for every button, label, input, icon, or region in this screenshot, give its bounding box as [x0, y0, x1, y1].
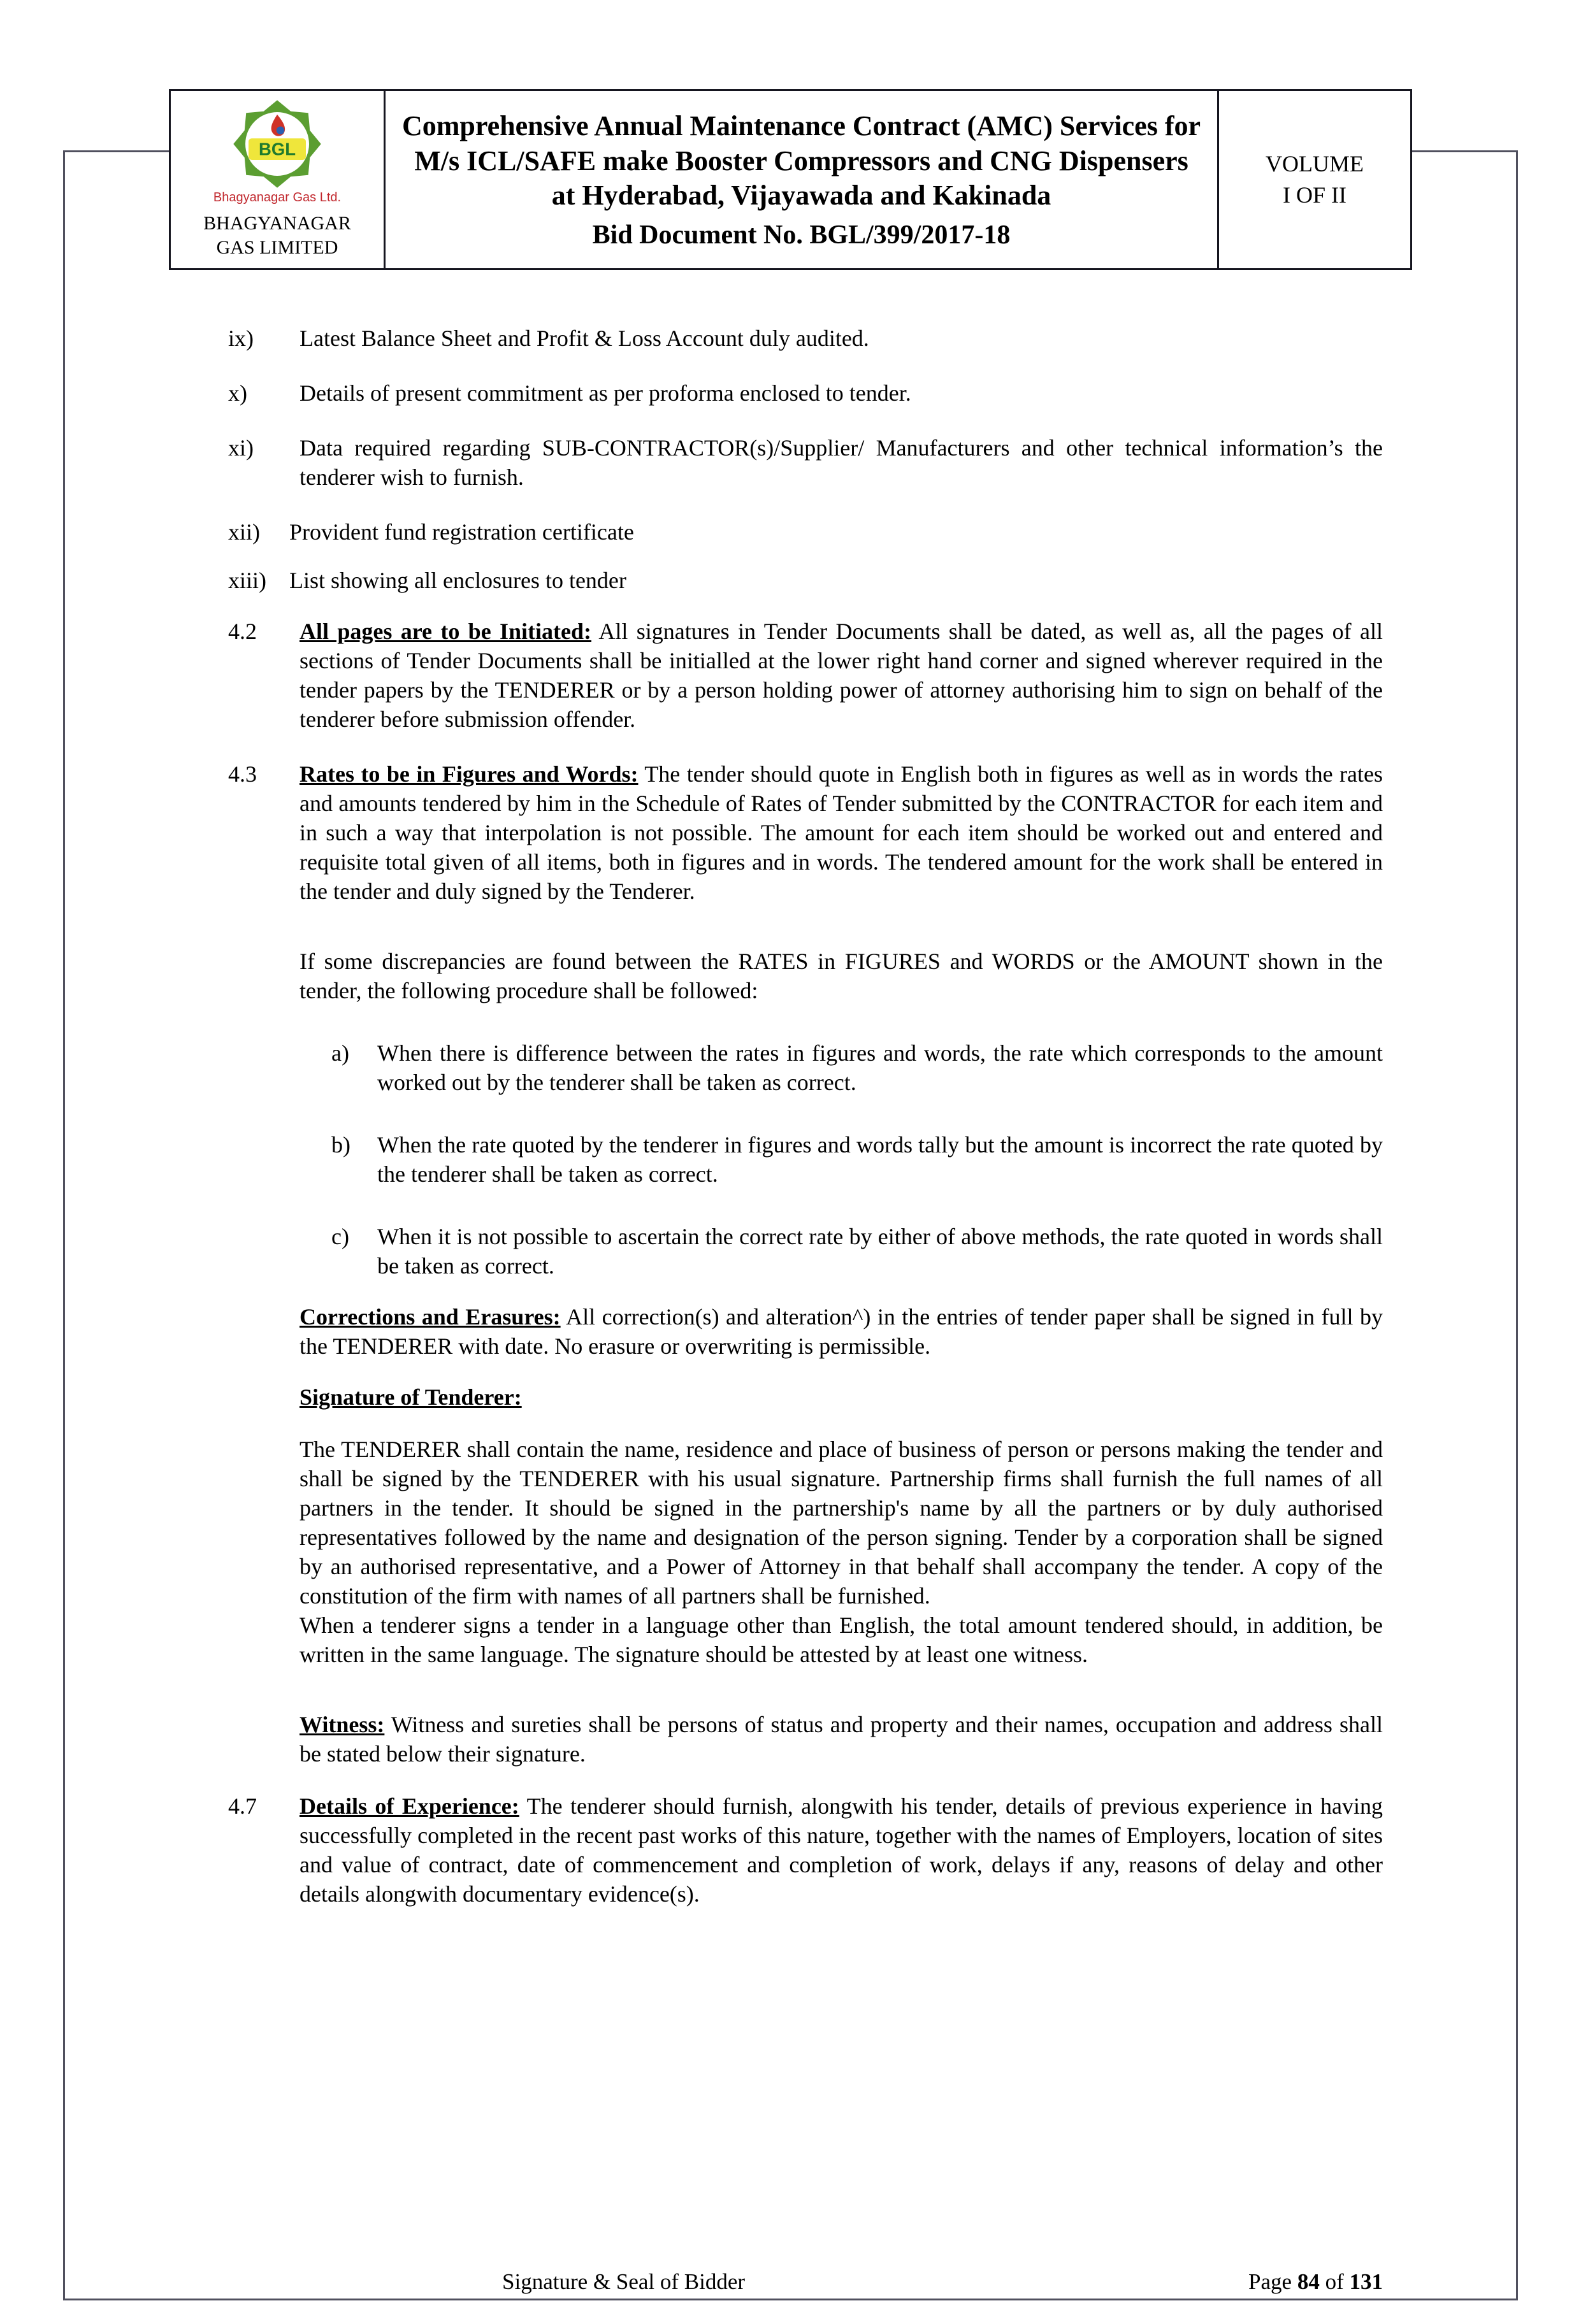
document-header: [169, 89, 1412, 270]
list-text: Provident fund registration certificate: [289, 519, 634, 545]
page-total: 131: [1349, 2269, 1383, 2294]
witness-heading: Witness:: [300, 1712, 385, 1737]
logo-cell: [171, 91, 386, 268]
section-body: All signatures in Tender Documents shall be dated, as well as, all the pages of all sections of Tender Documents shall be initialled at the lower right hand corner and signed wherever required in the tender papers by the TENDERER or by a person holding power of attorney authorising him to sign on behalf of the tenderer before submission offender.: [300, 619, 1383, 732]
section-body: The tenderer should furnish, alongwith his tender, details of previous experience in having successfully completed in the recent past works of this nature, together with the names of Employers, location of sites and value of contract, date of commencement and completion of work, delays if any, reasons of delay and other details alongwith documentary evidence(s).: [300, 1793, 1383, 1907]
section-4-2: [228, 617, 1383, 734]
org-name-line2: GAS LIMITED: [216, 236, 338, 258]
discrepancy-intro-paragraph: If some discrepancies are found between the RATES in FIGURES and WORDS or the AMOUNT shown in the tender, the following procedure shall be followed:: [300, 949, 1383, 1003]
document-title: Comprehensive Annual Maintenance Contract (AMC) Services for M/s ICL/SAFE make Booster Compressors and CNG Dispensers at Hyderabad, Vijayawada and Kakinada: [402, 110, 1201, 212]
corrections-paragraph: [300, 1302, 1383, 1361]
section-body: The tender should quote in English both in figures as well as in words the rates and amounts tendered by him in the Schedule of Rates of Tender submitted by the CONTRACTOR for each item and in such a way that interpolation is not possible. The amount for each item should be worked out and entered and requisite total given of all items, both in figures and in words. The tendered amount for the work shall be entered in the tender and duly signed by the Tenderer.: [300, 761, 1383, 904]
list-number: xi): [228, 435, 254, 461]
page-footer: [228, 2269, 1383, 2295]
list-text: List showing all enclosures to tender: [289, 568, 626, 593]
list-text: Data required regarding SUB-CONTRACTOR(s)/Supplier/ Manufacturers and other technical information’s the tenderer wish to furnish.: [300, 435, 1383, 490]
page-indicator: [1248, 2269, 1383, 2295]
section-number: 4.2: [228, 619, 257, 644]
signature-of-tenderer-heading: Signature of Tenderer:: [300, 1384, 522, 1410]
alpha-item-a: [331, 1038, 1383, 1097]
section-heading: Details of Experience:: [300, 1793, 519, 1819]
document-body: [228, 324, 1383, 1909]
list-number: xiii): [228, 568, 266, 593]
of-word: of: [1325, 2269, 1344, 2294]
logo-acronym: BGL: [258, 139, 296, 159]
corrections-heading: Corrections and Erasures:: [300, 1304, 561, 1330]
list-number: x): [228, 380, 247, 406]
witness-paragraph: [300, 1710, 1383, 1768]
list-item-x: [228, 378, 1383, 408]
page-word: Page: [1248, 2269, 1292, 2294]
alpha-number: c): [331, 1224, 349, 1249]
org-name-line1: BHAGYANAGAR: [203, 213, 351, 234]
list-number: xii): [228, 519, 260, 545]
section-4-3: [228, 759, 1383, 906]
section-number: 4.7: [228, 1793, 257, 1819]
title-cell: [386, 91, 1219, 268]
logo-caption: Bhagyanagar Gas Ltd.: [213, 190, 342, 204]
witness-body: Witness and sureties shall be persons of status and property and their names, occupation and address shall be stated below their signature.: [300, 1712, 1383, 1767]
alpha-text: When there is difference between the rates in figures and words, the rate which corresponds to the amount worked out by the tenderer shall be taken as correct.: [377, 1040, 1383, 1095]
alpha-number: a): [331, 1040, 349, 1066]
corrections-body: All correction(s) and alteration^) in the entries of tender paper shall be signed in full by the TENDERER with date. No erasure or overwriting is permissible.: [300, 1304, 1383, 1359]
volume-label-line2: I OF II: [1283, 182, 1346, 208]
volume-cell: [1219, 91, 1410, 268]
alpha-text: When it is not possible to ascertain the correct rate by either of above methods, the rate quoted in words shall be taken as correct.: [377, 1224, 1383, 1279]
page-number: 84: [1297, 2269, 1320, 2294]
section-heading: All pages are to be Initiated:: [300, 619, 592, 644]
signature-paragraph-2: When a tenderer signs a tender in a language other than English, the total amount tendered should, in addition, be written in the same language. The signature should be attested by at least one witness.: [300, 1612, 1383, 1667]
alpha-item-c: [331, 1222, 1383, 1280]
list-number: ix): [228, 326, 254, 351]
list-text: Latest Balance Sheet and Profit & Loss Account duly audited.: [300, 326, 869, 351]
section-text: [300, 617, 1383, 734]
org-name: [203, 212, 351, 259]
bgl-logo-icon: [229, 100, 325, 188]
alpha-number: b): [331, 1132, 350, 1158]
list-item-xi: [228, 433, 1383, 492]
list-text: Details of present commitment as per proforma enclosed to tender.: [300, 380, 911, 406]
section-text: [300, 759, 1383, 906]
alpha-item-b: [331, 1130, 1383, 1189]
list-item-xii: [228, 517, 1383, 547]
signature-paragraph-1: The TENDERER shall contain the name, residence and place of business of person or persons making the tender and shall be signed by the TENDERER with his usual signature. Partnership firms shall furnish the full names of all partners in the tender. It should be signed in the partnership's name by all the partners or by duly authorised representatives followed by the name and designation of the person signing. Tender by a corporation shall be signed by an authorised representative, and a Power of Attorney in that behalf shall accompany the tender. A copy of the constitution of the firm with names of all partners shall be furnished.: [300, 1437, 1383, 1609]
signature-seal-label: Signature & Seal of Bidder: [502, 2269, 746, 2294]
alpha-text: When the rate quoted by the tenderer in figures and words tally but the amount is incorrect the rate quoted by the tenderer shall be taken as correct.: [377, 1132, 1383, 1187]
list-item-xiii: [228, 566, 1383, 595]
list-item-ix: [228, 324, 1383, 353]
section-heading: Rates to be in Figures and Words:: [300, 761, 639, 787]
section-4-7: [228, 1791, 1383, 1909]
bid-document-number: Bid Document No. BGL/399/2017-18: [592, 220, 1011, 250]
section-number: 4.3: [228, 761, 257, 787]
volume-label-line1: VOLUME: [1266, 151, 1364, 177]
section-text: [300, 1791, 1383, 1909]
